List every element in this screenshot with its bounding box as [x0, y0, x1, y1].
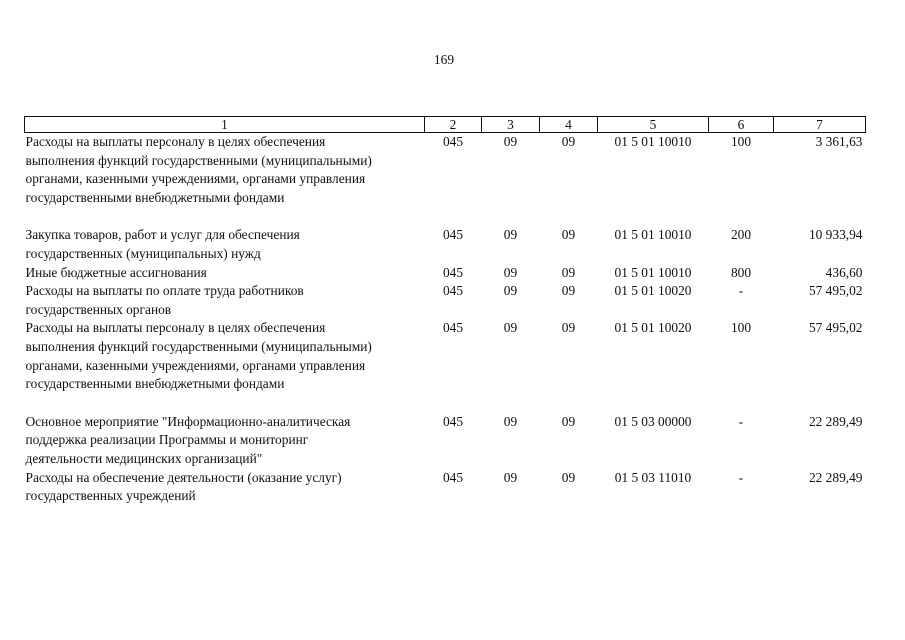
subsection-code-cell: 09 [561, 413, 576, 429]
expense-name-cell [25, 133, 425, 227]
ministry-code-cell: 045 [442, 469, 464, 485]
expense-type-cell: 200 [730, 227, 752, 243]
amount-cell: 57 495,02 [808, 320, 863, 336]
ministry-code-cell: 045 [442, 227, 464, 243]
section-code-cell: 09 [503, 469, 518, 485]
section-code-cell: 09 [503, 134, 518, 149]
target-article-cell: 01 5 03 00000 [614, 413, 692, 429]
table-row [25, 319, 866, 412]
expense-type-cell: - [738, 283, 744, 299]
ministry-code-cell: 045 [442, 283, 464, 299]
header-col-6: 6 [709, 117, 774, 133]
amount-cell: 22 289,49 [808, 469, 863, 485]
table-header-row [25, 117, 866, 133]
budget-table [24, 116, 866, 506]
expense-name-line: Расходы на выплаты персоналу в целях обеспечения [25, 320, 326, 336]
table-row [25, 413, 866, 469]
target-article-cell: 01 5 01 10010 [614, 264, 692, 280]
header-col-7: 7 [774, 117, 866, 133]
expense-name-line: государственных учреждений [25, 488, 196, 504]
amount-cell: 22 289,49 [808, 413, 863, 429]
expense-name-line: Расходы на выплаты по оплате труда работников [25, 283, 304, 299]
subsection-code-cell: 09 [561, 264, 576, 280]
target-article-cell: 01 5 01 10010 [614, 134, 692, 149]
section-code-cell: 09 [503, 227, 518, 243]
subsection-code-cell: 09 [561, 320, 576, 336]
table-row [25, 282, 866, 319]
expense-name-line: Иные бюджетные ассигнования [25, 264, 207, 280]
section-code-cell: 09 [503, 283, 518, 299]
expense-name-cell [25, 282, 425, 319]
subsection-code-cell: 09 [561, 134, 576, 149]
expense-name-line: Расходы на выплаты персоналу в целях обеспечения [25, 134, 326, 149]
expense-name-line: государственных органов [25, 301, 172, 317]
header-col-3: 3 [482, 117, 540, 133]
expense-name-line: выполнения функций государственными (муниципальными) [25, 338, 372, 354]
ministry-code-cell: 045 [442, 413, 464, 429]
expense-type-cell: 100 [730, 134, 752, 149]
expense-name-line: выполнения функций государственными (муниципальными) [25, 152, 372, 168]
expense-name-cell [25, 469, 425, 506]
table-row [25, 469, 866, 506]
expense-name-line: органами, казенными учреждениями, органами управления [25, 357, 366, 373]
expense-name-line: поддержка реализации Программы и мониторинг [25, 432, 309, 448]
subsection-code-cell: 09 [561, 283, 576, 299]
expense-name-line: деятельности медицинских организаций" [25, 450, 263, 466]
expense-name-cell [25, 413, 425, 469]
section-code-cell: 09 [503, 320, 518, 336]
target-article-cell: 01 5 03 11010 [614, 469, 692, 485]
target-article-cell: 01 5 01 10020 [614, 320, 692, 336]
header-col-4: 4 [540, 117, 598, 133]
ministry-code-cell: 045 [442, 134, 464, 149]
subsection-code-cell: 09 [561, 227, 576, 243]
section-code-cell: 09 [503, 413, 518, 429]
header-col-5: 5 [598, 117, 709, 133]
subsection-code-cell: 09 [561, 469, 576, 485]
header-col-2: 2 [425, 117, 482, 133]
amount-cell: 10 933,94 [808, 227, 863, 243]
expense-name-cell [25, 264, 425, 283]
header-col-1: 1 [25, 117, 425, 133]
expense-name-line: Расходы на обеспечение деятельности (оказание услуг) [25, 469, 342, 485]
target-article-cell: 01 5 01 10020 [614, 283, 692, 299]
amount-cell: 57 495,02 [808, 283, 863, 299]
ministry-code-cell: 045 [442, 264, 464, 280]
expense-name-cell [25, 319, 425, 412]
expense-name-line: Закупка товаров, работ и услуг для обеспечения [25, 227, 300, 243]
amount-cell: 436,60 [825, 264, 863, 280]
expense-type-cell: 800 [730, 264, 752, 280]
amount-cell: 3 361,63 [815, 134, 863, 149]
target-article-cell: 01 5 01 10010 [614, 227, 692, 243]
expense-type-cell: - [738, 413, 744, 429]
expense-type-cell: 100 [730, 320, 752, 336]
ministry-code-cell: 045 [442, 320, 464, 336]
expense-name-line: государственными внебюджетными фондами [25, 376, 285, 392]
table-row [25, 226, 866, 263]
expense-type-cell: - [738, 469, 744, 485]
expense-name-line: органами, казенными учреждениями, органами управления [25, 171, 366, 187]
table-row [25, 133, 866, 227]
table-row [25, 264, 866, 283]
expense-name-line: Основное мероприятие "Информационно-аналитическая [25, 413, 351, 429]
expense-name-line: государственными внебюджетными фондами [25, 189, 285, 205]
page-number: 169 [433, 52, 455, 67]
expense-name-cell [25, 226, 425, 263]
section-code-cell: 09 [503, 264, 518, 280]
expense-name-line: государственных (муниципальных) нужд [25, 245, 261, 261]
